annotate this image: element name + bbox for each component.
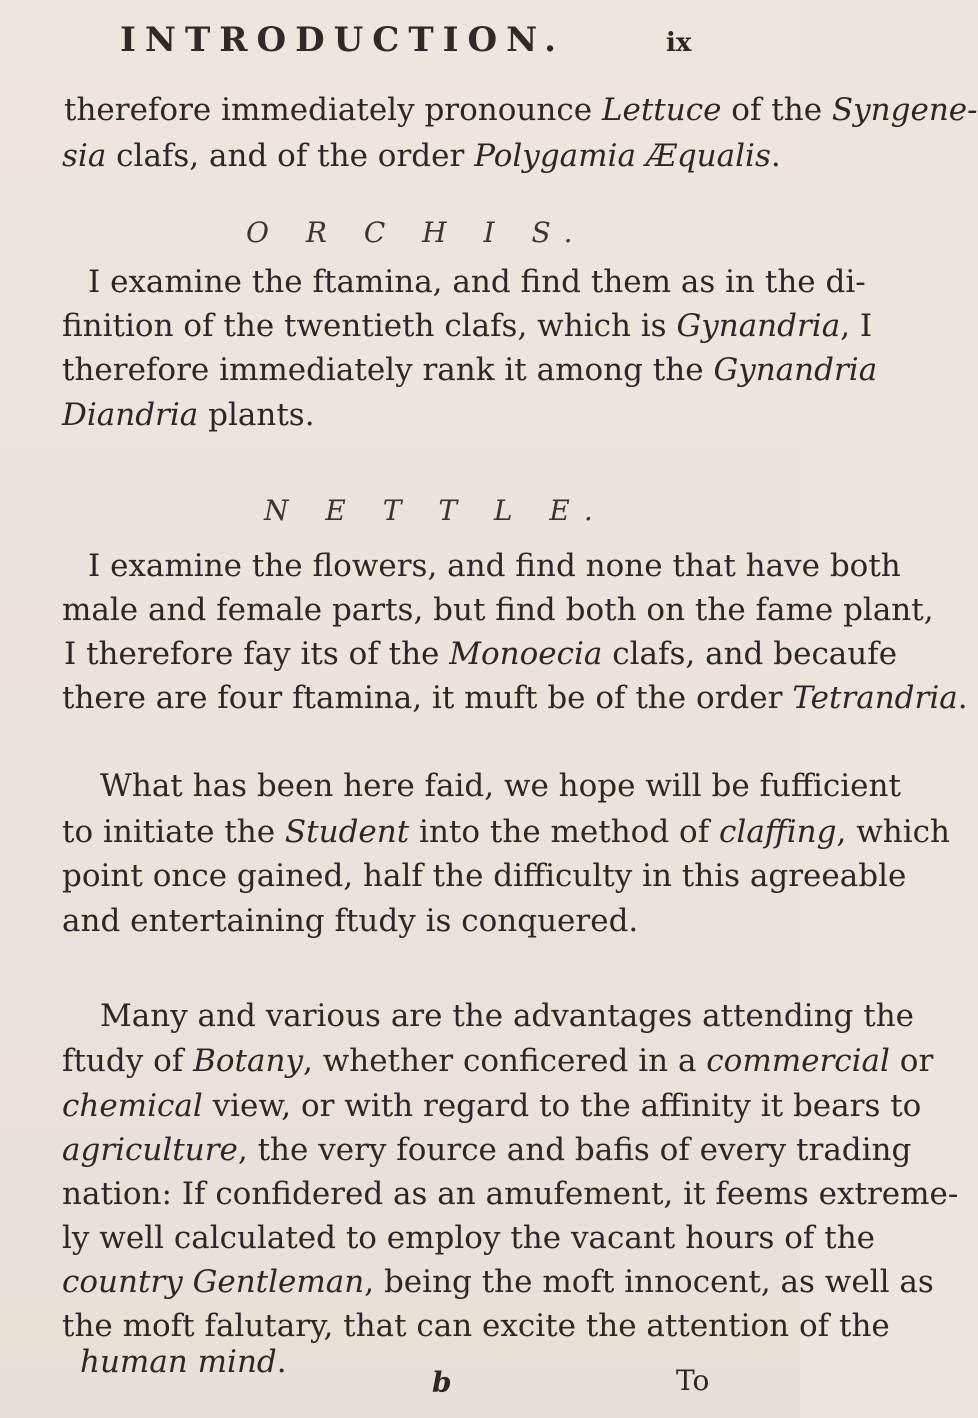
text-line: country Gentleman, being the moft innocent, as well as <box>62 1264 934 1300</box>
text-line: Diandria plants. <box>62 397 315 433</box>
section-heading-nettle: N E T T L E. <box>264 494 607 527</box>
signature-mark: b <box>432 1366 452 1399</box>
text-line: I examine the flowers, and find none that have both <box>88 548 901 584</box>
text-line: agriculture, the very fource and bafis of every trading <box>62 1132 912 1168</box>
text-line: human mind. <box>80 1344 287 1380</box>
running-header: INTRODUCTION. <box>120 20 565 60</box>
catchword: To <box>676 1364 710 1397</box>
section-heading-orchis: O R C H I S. <box>246 216 587 249</box>
text-line: Many and various are the advantages attending the <box>100 998 915 1034</box>
text-line: there are four ftamina, it muft be of the order Tetrandria. <box>62 680 968 716</box>
text-line: ly well calculated to employ the vacant hours of the <box>62 1220 876 1256</box>
text-line: to initiate the Student into the method of claffing, which <box>62 814 950 850</box>
text-line: I examine the ftamina, and find them as in the di- <box>88 264 866 300</box>
text-line: I therefore fay its of the Monoecia clafs, and becaufe <box>64 636 898 672</box>
text-line: finition of the twentieth clafs, which is Gynandria, I <box>62 308 873 344</box>
text-line: point once gained, half the difficulty in this agreeable <box>62 858 907 894</box>
text-line: therefore immediately rank it among the Gynandria <box>62 352 878 388</box>
text-line: chemical view, or with regard to the affinity it bears to <box>62 1088 922 1124</box>
text-line: ftudy of Botany, whether conficered in a commercial or <box>62 1043 934 1079</box>
text-line: the moft falutary, that can excite the attention of the <box>62 1308 890 1344</box>
text-line: nation: If confidered as an amufement, it feems extreme- <box>62 1176 959 1212</box>
text-line: male and female parts, but find both on the fame plant, <box>62 592 934 628</box>
text-line: What has been here faid, we hope will be fufficient <box>100 768 901 804</box>
text-line: and entertaining ftudy is conquered. <box>62 903 639 939</box>
text-line: therefore immediately pronounce Lettuce of the Syngene- <box>64 92 978 128</box>
text-line: sia clafs, and of the order Polygamia Æqualis. <box>62 138 781 174</box>
page-number: ix <box>666 28 692 58</box>
